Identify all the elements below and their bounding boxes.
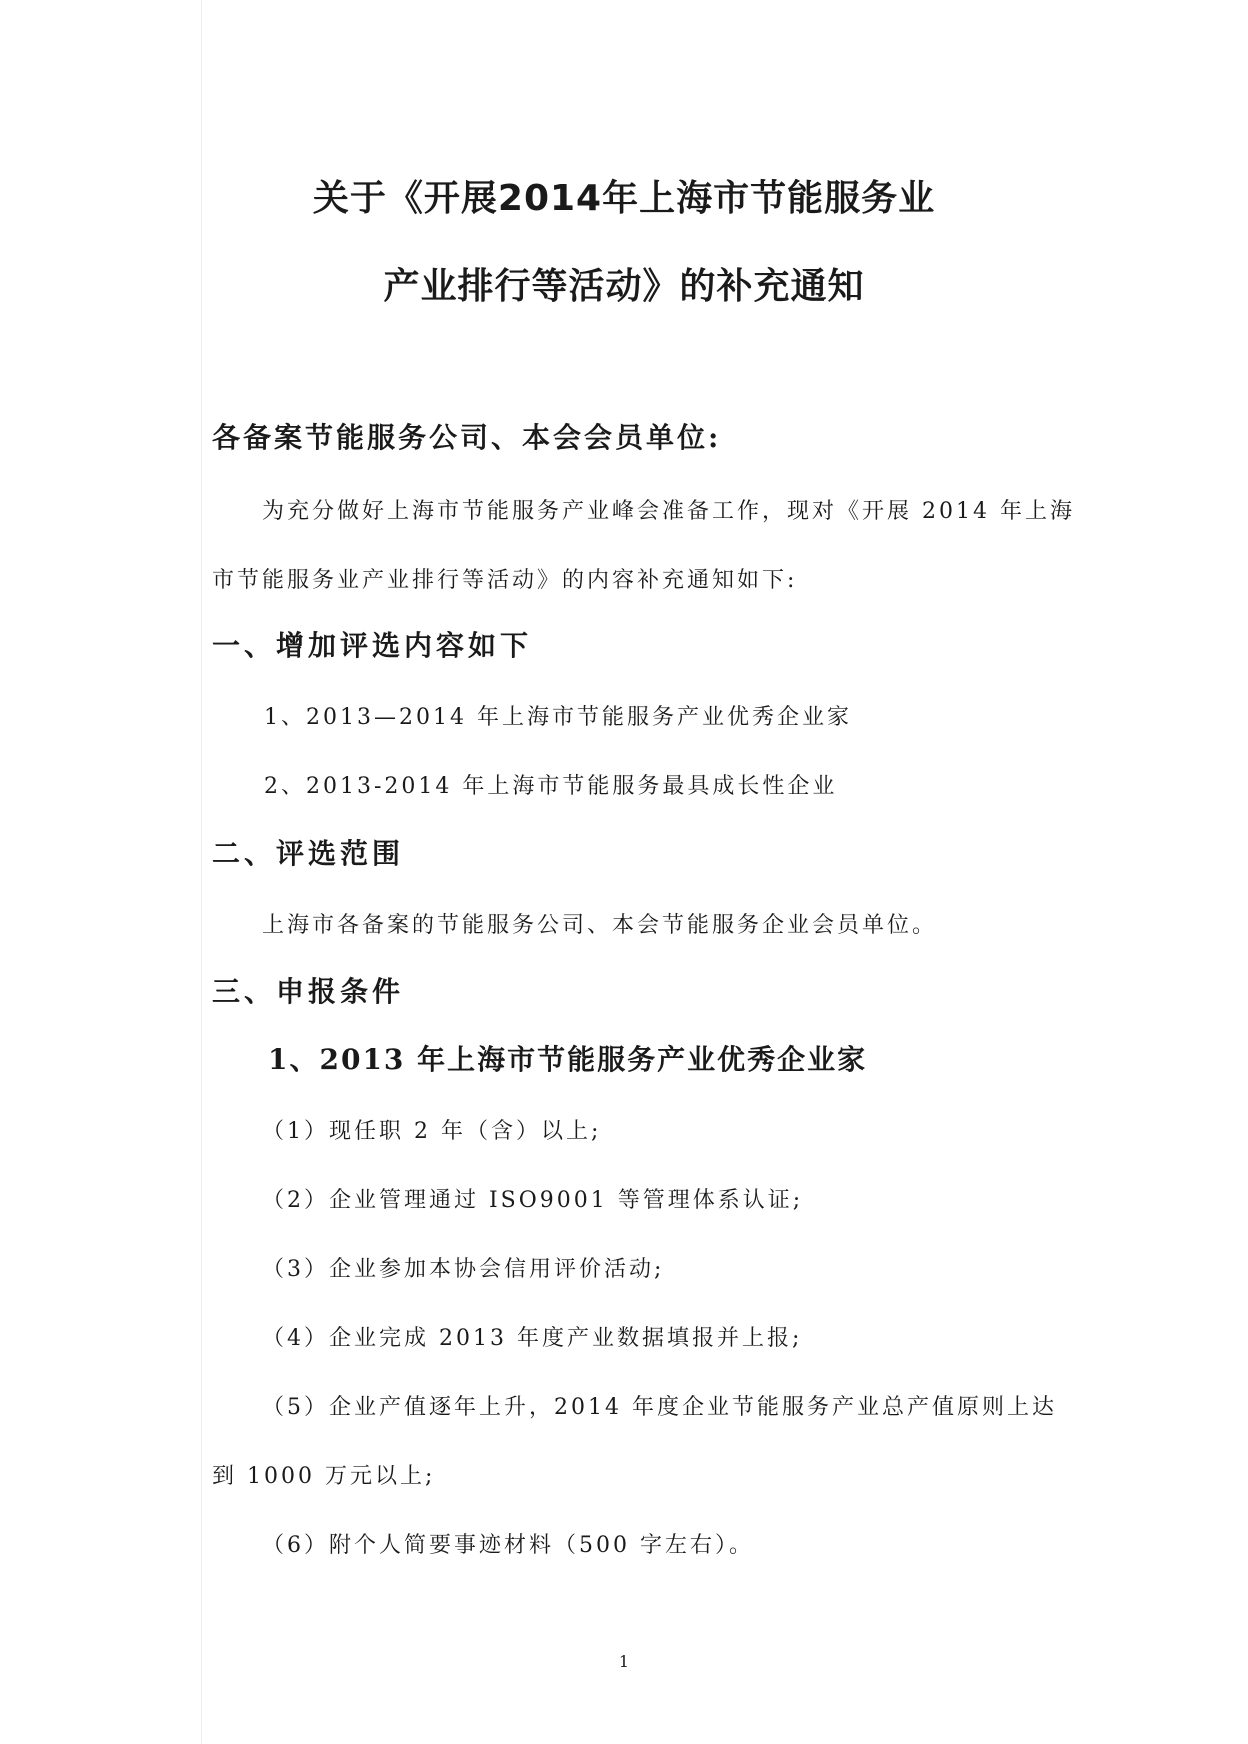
condition-item: （1）现任职 2 年（含）以上; bbox=[262, 1119, 602, 1144]
condition-item: （2）企业管理通过 ISO9001 等管理体系认证; bbox=[262, 1188, 804, 1213]
section-2-text: 上海市各备案的节能服务公司、本会节能服务企业会员单位。 bbox=[262, 913, 938, 938]
page-number: 1 bbox=[618, 1652, 630, 1671]
section-1-heading: 一、增加评选内容如下 bbox=[212, 629, 533, 662]
condition-item: （3）企业参加本协会信用评价活动; bbox=[262, 1257, 665, 1282]
section-1-item: 2、2013-2014 年上海市节能服务最具成长性企业 bbox=[264, 774, 838, 799]
section-3-heading: 三、申报条件 bbox=[212, 975, 405, 1008]
title-line-2: 产业排行等活动》的补充通知 bbox=[383, 266, 865, 307]
section-1-item: 1、2013—2014 年上海市节能服务产业优秀企业家 bbox=[264, 705, 852, 730]
condition-item: （6）附个人简要事迹材料（500 字左右）。 bbox=[262, 1533, 754, 1558]
title-line-1: 关于《开展2014年上海市节能服务业 bbox=[312, 178, 936, 219]
intro-line-1: 为充分做好上海市节能服务产业峰会准备工作，现对《开展 2014 年上海 bbox=[262, 499, 1075, 524]
section-2-heading: 二、评选范围 bbox=[212, 837, 405, 870]
intro-line-2: 市节能服务业产业排行等活动》的内容补充通知如下: bbox=[212, 568, 798, 593]
salutation: 各备案节能服务公司、本会会员单位: bbox=[212, 421, 722, 454]
condition-item: （5）企业产值逐年上升，2014 年度企业节能服务产业总产值原则上达 bbox=[262, 1395, 1057, 1420]
section-3-subheading: 1、2013 年上海市节能服务产业优秀企业家 bbox=[268, 1043, 868, 1076]
condition-item: （4）企业完成 2013 年度产业数据填报并上报; bbox=[262, 1326, 803, 1351]
condition-item-continuation: 到 1000 万元以上; bbox=[212, 1464, 436, 1489]
